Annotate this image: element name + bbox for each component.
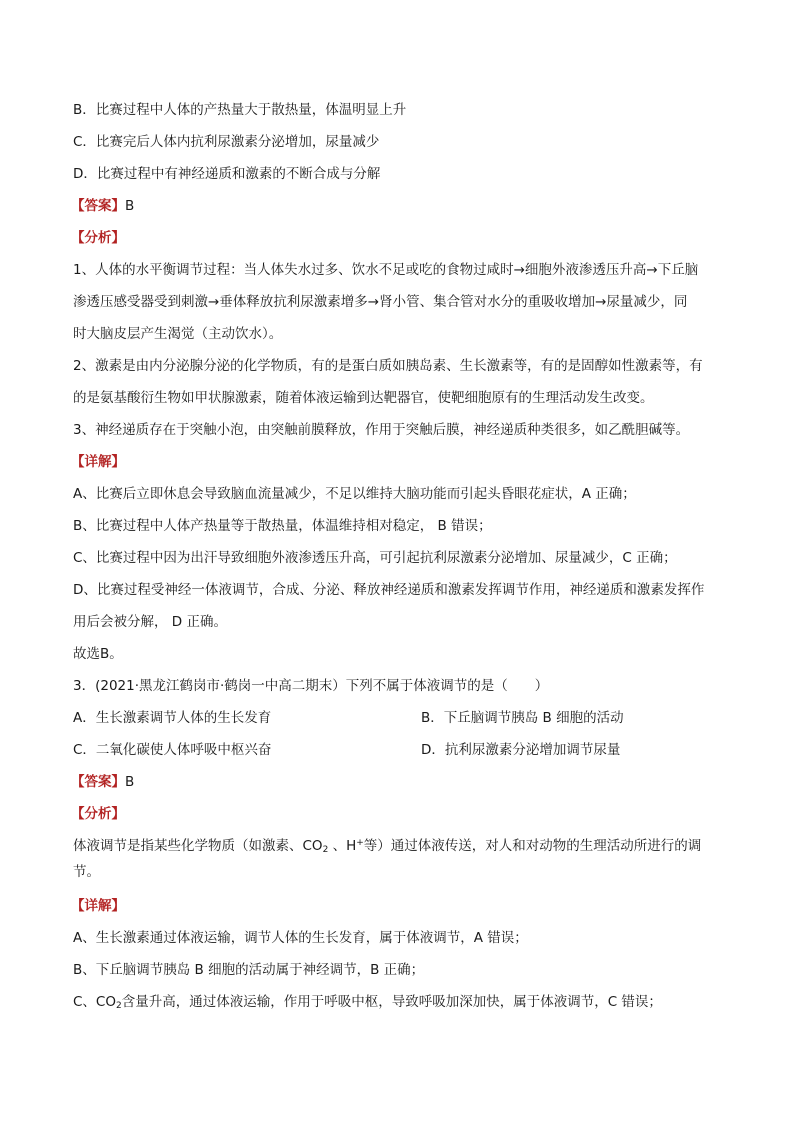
q2-analysis-1c: 时大脑皮层产生渴觉（主动饮水）。 xyxy=(73,326,283,342)
q3-options-row1 xyxy=(73,708,733,728)
q3-analysis-b: 节。 xyxy=(73,864,100,880)
answer-value: B xyxy=(125,774,135,790)
q2-analysis-2a: 2、激素是由内分泌腺分泌的化学物质，有的是蛋白质如胰岛素、生长激素等，有的是固醇如性激素等，有 xyxy=(73,358,703,374)
analysis-tag: 分析 xyxy=(84,806,112,822)
q3-option-d: D．抗利尿激素分泌增加调节尿量 xyxy=(421,742,621,758)
q3-option-b: B．下丘脑调节胰岛 B 细胞的活动 xyxy=(421,710,624,726)
answer-tag: 答案 xyxy=(84,774,112,790)
bracket-open: 【 xyxy=(71,774,85,790)
bracket-close: 】 xyxy=(111,774,125,790)
q3-detail-b: B、下丘脑调节胰岛 B 细胞的活动属于神经调节，B 正确； xyxy=(73,962,425,978)
answer-value: B xyxy=(125,198,135,214)
q2-detail-db: 用后会被分解， D 正确。 xyxy=(73,614,227,630)
q3-analysis-heading xyxy=(71,804,731,824)
subscript: 2 xyxy=(115,1001,122,1011)
detail-tag: 详解 xyxy=(84,454,112,470)
q3-stem: 3．(2021·黑龙江鹤岗市·鹤岗一中高二期末）下列不属于体液调节的是（ ） xyxy=(73,678,549,694)
superscript: + xyxy=(356,838,364,848)
q2-detail-a: A、比赛后立即休息会导致脑血流量减少，不足以维持大脑功能而引起头昏眼花症状，A 正确； xyxy=(73,486,636,502)
answer-bracket-close: 】 xyxy=(111,198,125,214)
answer-bracket-open: 【 xyxy=(71,198,85,214)
q3-detail-c xyxy=(73,992,733,1012)
bracket-open: 【 xyxy=(71,454,85,470)
q3-detail-a: A、生长激素通过体液运输，调节人体的生长发育，属于体液调节，A 错误； xyxy=(73,930,528,946)
analysis-tag: 分析 xyxy=(84,230,112,246)
q2-conclusion: 故选B。 xyxy=(73,646,123,662)
bracket-close: 】 xyxy=(111,230,125,246)
q3-options-row2 xyxy=(73,740,733,760)
text: 等）通过体液传送，对人和对动物的生理活动所进行的调 xyxy=(363,838,702,854)
text: 体液调节是指某些化学物质（如激素、CO xyxy=(73,838,323,854)
q2-analysis-1b: 渗透压感受器受到刺激→垂体释放抗利尿激素增多→肾小管、集合管对水分的重吸收增加→尿量减少，同 xyxy=(73,294,688,310)
text: 含量升高，通过体液运输，作用于呼吸中枢，导致呼吸加深加快，属于体液调节，C 错误； xyxy=(121,994,662,1010)
bracket-open: 【 xyxy=(71,898,85,914)
q3-option-c: C．二氧化碳使人体呼吸中枢兴奋 xyxy=(73,742,272,758)
bracket-close: 】 xyxy=(111,898,125,914)
q2-detail-da: D、比赛过程受神经一体液调节，合成、分泌、释放神经递质和激素发挥调节作用，神经递质和激素发挥作 xyxy=(73,582,705,598)
bracket-close: 】 xyxy=(111,454,125,470)
q2-analysis-2b: 的是氨基酸衍生物如甲状腺激素，随着体液运输到达靶器官，使靶细胞原有的生理活动发生改变。 xyxy=(73,390,654,406)
q2-detail-b: B、比赛过程中人体产热量等于散热量，体温维持相对稳定， B 错误； xyxy=(73,518,492,534)
text: 、H xyxy=(328,838,357,854)
answer-tag: 答案 xyxy=(84,198,112,214)
q3-detail-heading xyxy=(71,896,731,916)
q3-analysis-a xyxy=(73,836,733,856)
detail-tag: 详解 xyxy=(84,898,112,914)
q2-answer xyxy=(71,196,731,216)
q2-analysis-3: 3、神经递质存在于突触小泡，由突触前膜释放，作用于突触后膜，神经递质种类很多，如乙酰胆碱等。 xyxy=(73,422,690,438)
q2-analysis-1a: 1、人体的水平衡调节过程：当人体失水过多、饮水不足或吃的食物过咸时→细胞外液渗透压升高→下丘脑 xyxy=(73,262,699,278)
q2-option-d: D．比赛过程中有神经递质和激素的不断合成与分解 xyxy=(73,166,381,182)
bracket-open: 【 xyxy=(71,806,85,822)
q2-option-b: B．比赛过程中人体的产热量大于散热量，体温明显上升 xyxy=(73,102,407,118)
q2-detail-c: C、比赛过程中因为出汗导致细胞外液渗透压升高，可引起抗利尿激素分泌增加、尿量减少，C 正确； xyxy=(73,550,677,566)
text: C、CO xyxy=(73,994,116,1010)
bracket-close: 】 xyxy=(111,806,125,822)
q3-option-a: A．生长激素调节人体的生长发育 xyxy=(73,710,272,726)
q2-analysis-heading xyxy=(71,228,731,248)
q3-answer xyxy=(71,772,731,792)
q2-option-c: C．比赛完后人体内抗利尿激素分泌增加，尿量减少 xyxy=(73,134,380,150)
subscript: 2 xyxy=(322,845,329,855)
q2-detail-heading xyxy=(71,452,731,472)
bracket-open: 【 xyxy=(71,230,85,246)
